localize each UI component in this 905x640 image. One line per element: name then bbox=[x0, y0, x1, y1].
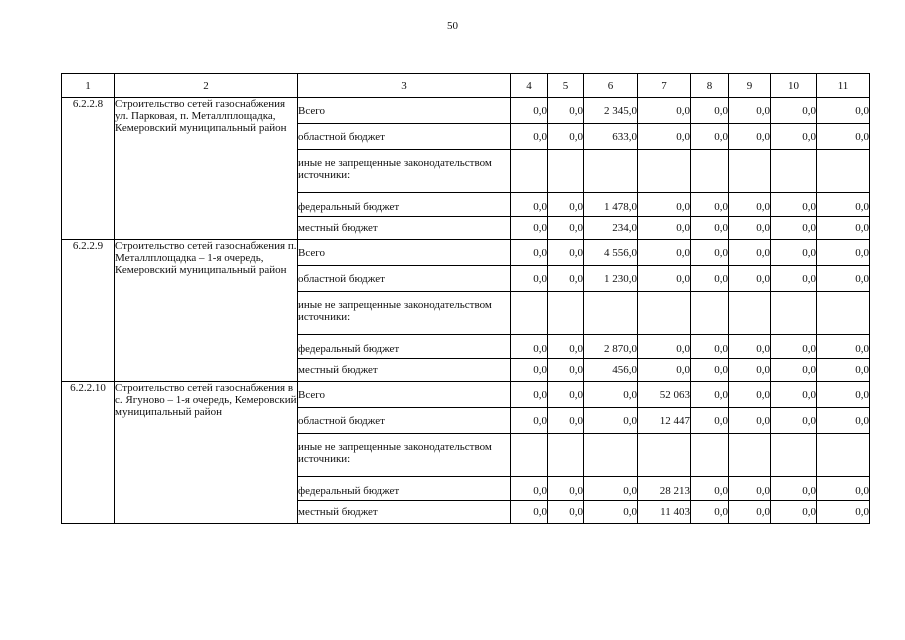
column-header: 5 bbox=[548, 74, 584, 98]
value-cell bbox=[771, 434, 817, 477]
value-cell: 0,0 bbox=[729, 359, 771, 382]
value-cell: 0,0 bbox=[584, 382, 638, 408]
value-cell bbox=[584, 434, 638, 477]
value-cell: 0,0 bbox=[548, 98, 584, 124]
value-cell bbox=[584, 150, 638, 193]
value-cell: 12 447 bbox=[638, 408, 691, 434]
value-cell: 0,0 bbox=[817, 240, 870, 266]
value-cell: 0,0 bbox=[729, 408, 771, 434]
value-cell: 0,0 bbox=[548, 359, 584, 382]
project-code: 6.2.2.8 bbox=[62, 98, 115, 240]
value-cell: 0,0 bbox=[511, 266, 548, 292]
value-cell: 0,0 bbox=[817, 501, 870, 524]
value-cell: 0,0 bbox=[771, 408, 817, 434]
header-row bbox=[62, 74, 870, 98]
value-cell: 0,0 bbox=[691, 335, 729, 359]
value-cell: 0,0 bbox=[638, 98, 691, 124]
value-cell bbox=[638, 434, 691, 477]
value-cell: 0,0 bbox=[548, 240, 584, 266]
value-cell bbox=[638, 150, 691, 193]
value-cell: 0,0 bbox=[691, 382, 729, 408]
value-cell: 0,0 bbox=[729, 217, 771, 240]
value-cell: 0,0 bbox=[638, 124, 691, 150]
value-cell: 52 063 bbox=[638, 382, 691, 408]
funding-source-label: федеральный бюджет bbox=[298, 335, 511, 359]
value-cell: 0,0 bbox=[771, 382, 817, 408]
value-cell: 0,0 bbox=[817, 335, 870, 359]
value-cell: 0,0 bbox=[548, 382, 584, 408]
page-number: 50 bbox=[447, 20, 458, 32]
value-cell: 0,0 bbox=[817, 477, 870, 501]
value-cell bbox=[771, 150, 817, 193]
value-cell: 0,0 bbox=[548, 124, 584, 150]
value-cell: 0,0 bbox=[691, 124, 729, 150]
value-cell: 0,0 bbox=[584, 477, 638, 501]
value-cell: 0,0 bbox=[548, 193, 584, 217]
value-cell: 633,0 bbox=[584, 124, 638, 150]
funding-source-label: Всего bbox=[298, 240, 511, 266]
funding-source-label: иные не запрещенные законодательством источники: bbox=[298, 292, 511, 335]
value-cell: 0,0 bbox=[691, 240, 729, 266]
source-row-total bbox=[62, 98, 870, 124]
value-cell: 0,0 bbox=[729, 240, 771, 266]
column-header: 11 bbox=[817, 74, 870, 98]
value-cell: 0,0 bbox=[729, 124, 771, 150]
column-header: 10 bbox=[771, 74, 817, 98]
value-cell: 0,0 bbox=[511, 193, 548, 217]
value-cell: 0,0 bbox=[511, 217, 548, 240]
value-cell: 0,0 bbox=[691, 98, 729, 124]
value-cell bbox=[817, 292, 870, 335]
value-cell: 0,0 bbox=[548, 477, 584, 501]
value-cell: 0,0 bbox=[548, 266, 584, 292]
funding-source-label: местный бюджет bbox=[298, 217, 511, 240]
value-cell: 0,0 bbox=[817, 382, 870, 408]
funding-source-label: областной бюджет bbox=[298, 124, 511, 150]
value-cell: 0,0 bbox=[511, 124, 548, 150]
funding-source-label: областной бюджет bbox=[298, 266, 511, 292]
value-cell: 0,0 bbox=[817, 408, 870, 434]
value-cell: 0,0 bbox=[511, 98, 548, 124]
source-row-total bbox=[62, 382, 870, 408]
value-cell bbox=[511, 434, 548, 477]
value-cell: 0,0 bbox=[511, 382, 548, 408]
funding-source-label: местный бюджет bbox=[298, 501, 511, 524]
value-cell: 0,0 bbox=[691, 477, 729, 501]
value-cell bbox=[729, 150, 771, 193]
project-code: 6.2.2.9 bbox=[62, 240, 115, 382]
funding-source-label: иные не запрещенные законодательством источники: bbox=[298, 434, 511, 477]
value-cell bbox=[511, 150, 548, 193]
value-cell: 0,0 bbox=[729, 501, 771, 524]
value-cell: 0,0 bbox=[771, 359, 817, 382]
value-cell bbox=[548, 150, 584, 193]
value-cell: 0,0 bbox=[638, 359, 691, 382]
value-cell: 2 870,0 bbox=[584, 335, 638, 359]
column-header: 7 bbox=[638, 74, 691, 98]
value-cell: 0,0 bbox=[771, 240, 817, 266]
value-cell: 1 230,0 bbox=[584, 266, 638, 292]
funding-source-label: местный бюджет bbox=[298, 359, 511, 382]
project-code: 6.2.2.10 bbox=[62, 382, 115, 524]
value-cell: 0,0 bbox=[817, 193, 870, 217]
value-cell bbox=[729, 434, 771, 477]
value-cell: 0,0 bbox=[548, 217, 584, 240]
funding-source-label: федеральный бюджет bbox=[298, 193, 511, 217]
project-rows bbox=[62, 98, 870, 524]
value-cell: 0,0 bbox=[771, 266, 817, 292]
value-cell: 0,0 bbox=[638, 217, 691, 240]
value-cell bbox=[691, 292, 729, 335]
value-cell: 0,0 bbox=[771, 124, 817, 150]
value-cell: 0,0 bbox=[584, 501, 638, 524]
value-cell: 0,0 bbox=[817, 359, 870, 382]
value-cell: 28 213 bbox=[638, 477, 691, 501]
funding-source-label: Всего bbox=[298, 382, 511, 408]
value-cell: 0,0 bbox=[691, 501, 729, 524]
value-cell: 0,0 bbox=[584, 408, 638, 434]
value-cell bbox=[817, 150, 870, 193]
value-cell: 0,0 bbox=[691, 217, 729, 240]
value-cell: 0,0 bbox=[638, 266, 691, 292]
column-header: 4 bbox=[511, 74, 548, 98]
funding-source-label: иные не запрещенные законодательством источники: bbox=[298, 150, 511, 193]
value-cell: 0,0 bbox=[729, 266, 771, 292]
value-cell: 0,0 bbox=[511, 501, 548, 524]
value-cell bbox=[584, 292, 638, 335]
value-cell: 0,0 bbox=[817, 217, 870, 240]
project-name: Строительство сетей газоснабжения п. Металлплощадка – 1-я очередь, Кемеровский муниципальный район bbox=[115, 240, 298, 382]
value-cell: 0,0 bbox=[638, 193, 691, 217]
value-cell: 0,0 bbox=[729, 335, 771, 359]
column-header: 1 bbox=[62, 74, 115, 98]
value-cell: 0,0 bbox=[511, 477, 548, 501]
column-header: 2 bbox=[115, 74, 298, 98]
value-cell: 0,0 bbox=[511, 408, 548, 434]
source-row-total bbox=[62, 240, 870, 266]
value-cell bbox=[691, 150, 729, 193]
project-name: Строительство сетей газоснабжения ул. Парковая, п. Металлплощадка, Кемеровский муниципальный район bbox=[115, 98, 298, 240]
value-cell bbox=[691, 434, 729, 477]
project-name: Строительство сетей газоснабжения в с. Ягуново – 1-я очередь, Кемеровский муниципальный район bbox=[115, 382, 298, 524]
value-cell bbox=[771, 292, 817, 335]
value-cell: 0,0 bbox=[817, 124, 870, 150]
value-cell bbox=[729, 292, 771, 335]
column-header: 6 bbox=[584, 74, 638, 98]
value-cell: 0,0 bbox=[729, 193, 771, 217]
value-cell: 0,0 bbox=[691, 193, 729, 217]
column-header: 9 bbox=[729, 74, 771, 98]
value-cell: 0,0 bbox=[548, 408, 584, 434]
value-cell: 0,0 bbox=[691, 266, 729, 292]
value-cell: 0,0 bbox=[511, 359, 548, 382]
value-cell bbox=[638, 292, 691, 335]
column-header: 8 bbox=[691, 74, 729, 98]
value-cell: 234,0 bbox=[584, 217, 638, 240]
value-cell: 0,0 bbox=[511, 335, 548, 359]
value-cell: 0,0 bbox=[729, 477, 771, 501]
value-cell: 0,0 bbox=[691, 359, 729, 382]
value-cell: 0,0 bbox=[638, 335, 691, 359]
value-cell: 0,0 bbox=[771, 477, 817, 501]
value-cell: 456,0 bbox=[584, 359, 638, 382]
value-cell: 1 478,0 bbox=[584, 193, 638, 217]
value-cell: 0,0 bbox=[691, 408, 729, 434]
value-cell: 2 345,0 bbox=[584, 98, 638, 124]
value-cell: 0,0 bbox=[817, 266, 870, 292]
funding-source-label: областной бюджет bbox=[298, 408, 511, 434]
value-cell: 0,0 bbox=[771, 193, 817, 217]
value-cell: 0,0 bbox=[729, 382, 771, 408]
funding-source-label: федеральный бюджет bbox=[298, 477, 511, 501]
value-cell: 0,0 bbox=[771, 335, 817, 359]
value-cell bbox=[511, 292, 548, 335]
value-cell: 0,0 bbox=[729, 98, 771, 124]
value-cell: 0,0 bbox=[511, 240, 548, 266]
value-cell: 0,0 bbox=[771, 501, 817, 524]
value-cell: 0,0 bbox=[548, 335, 584, 359]
value-cell: 0,0 bbox=[817, 98, 870, 124]
value-cell: 0,0 bbox=[548, 501, 584, 524]
value-cell bbox=[548, 292, 584, 335]
column-header: 3 bbox=[298, 74, 511, 98]
value-cell: 0,0 bbox=[771, 217, 817, 240]
value-cell: 11 403 bbox=[638, 501, 691, 524]
value-cell bbox=[548, 434, 584, 477]
value-cell: 0,0 bbox=[638, 240, 691, 266]
funding-source-label: Всего bbox=[298, 98, 511, 124]
value-cell: 4 556,0 bbox=[584, 240, 638, 266]
budget-table bbox=[61, 73, 870, 524]
value-cell: 0,0 bbox=[771, 98, 817, 124]
value-cell bbox=[817, 434, 870, 477]
